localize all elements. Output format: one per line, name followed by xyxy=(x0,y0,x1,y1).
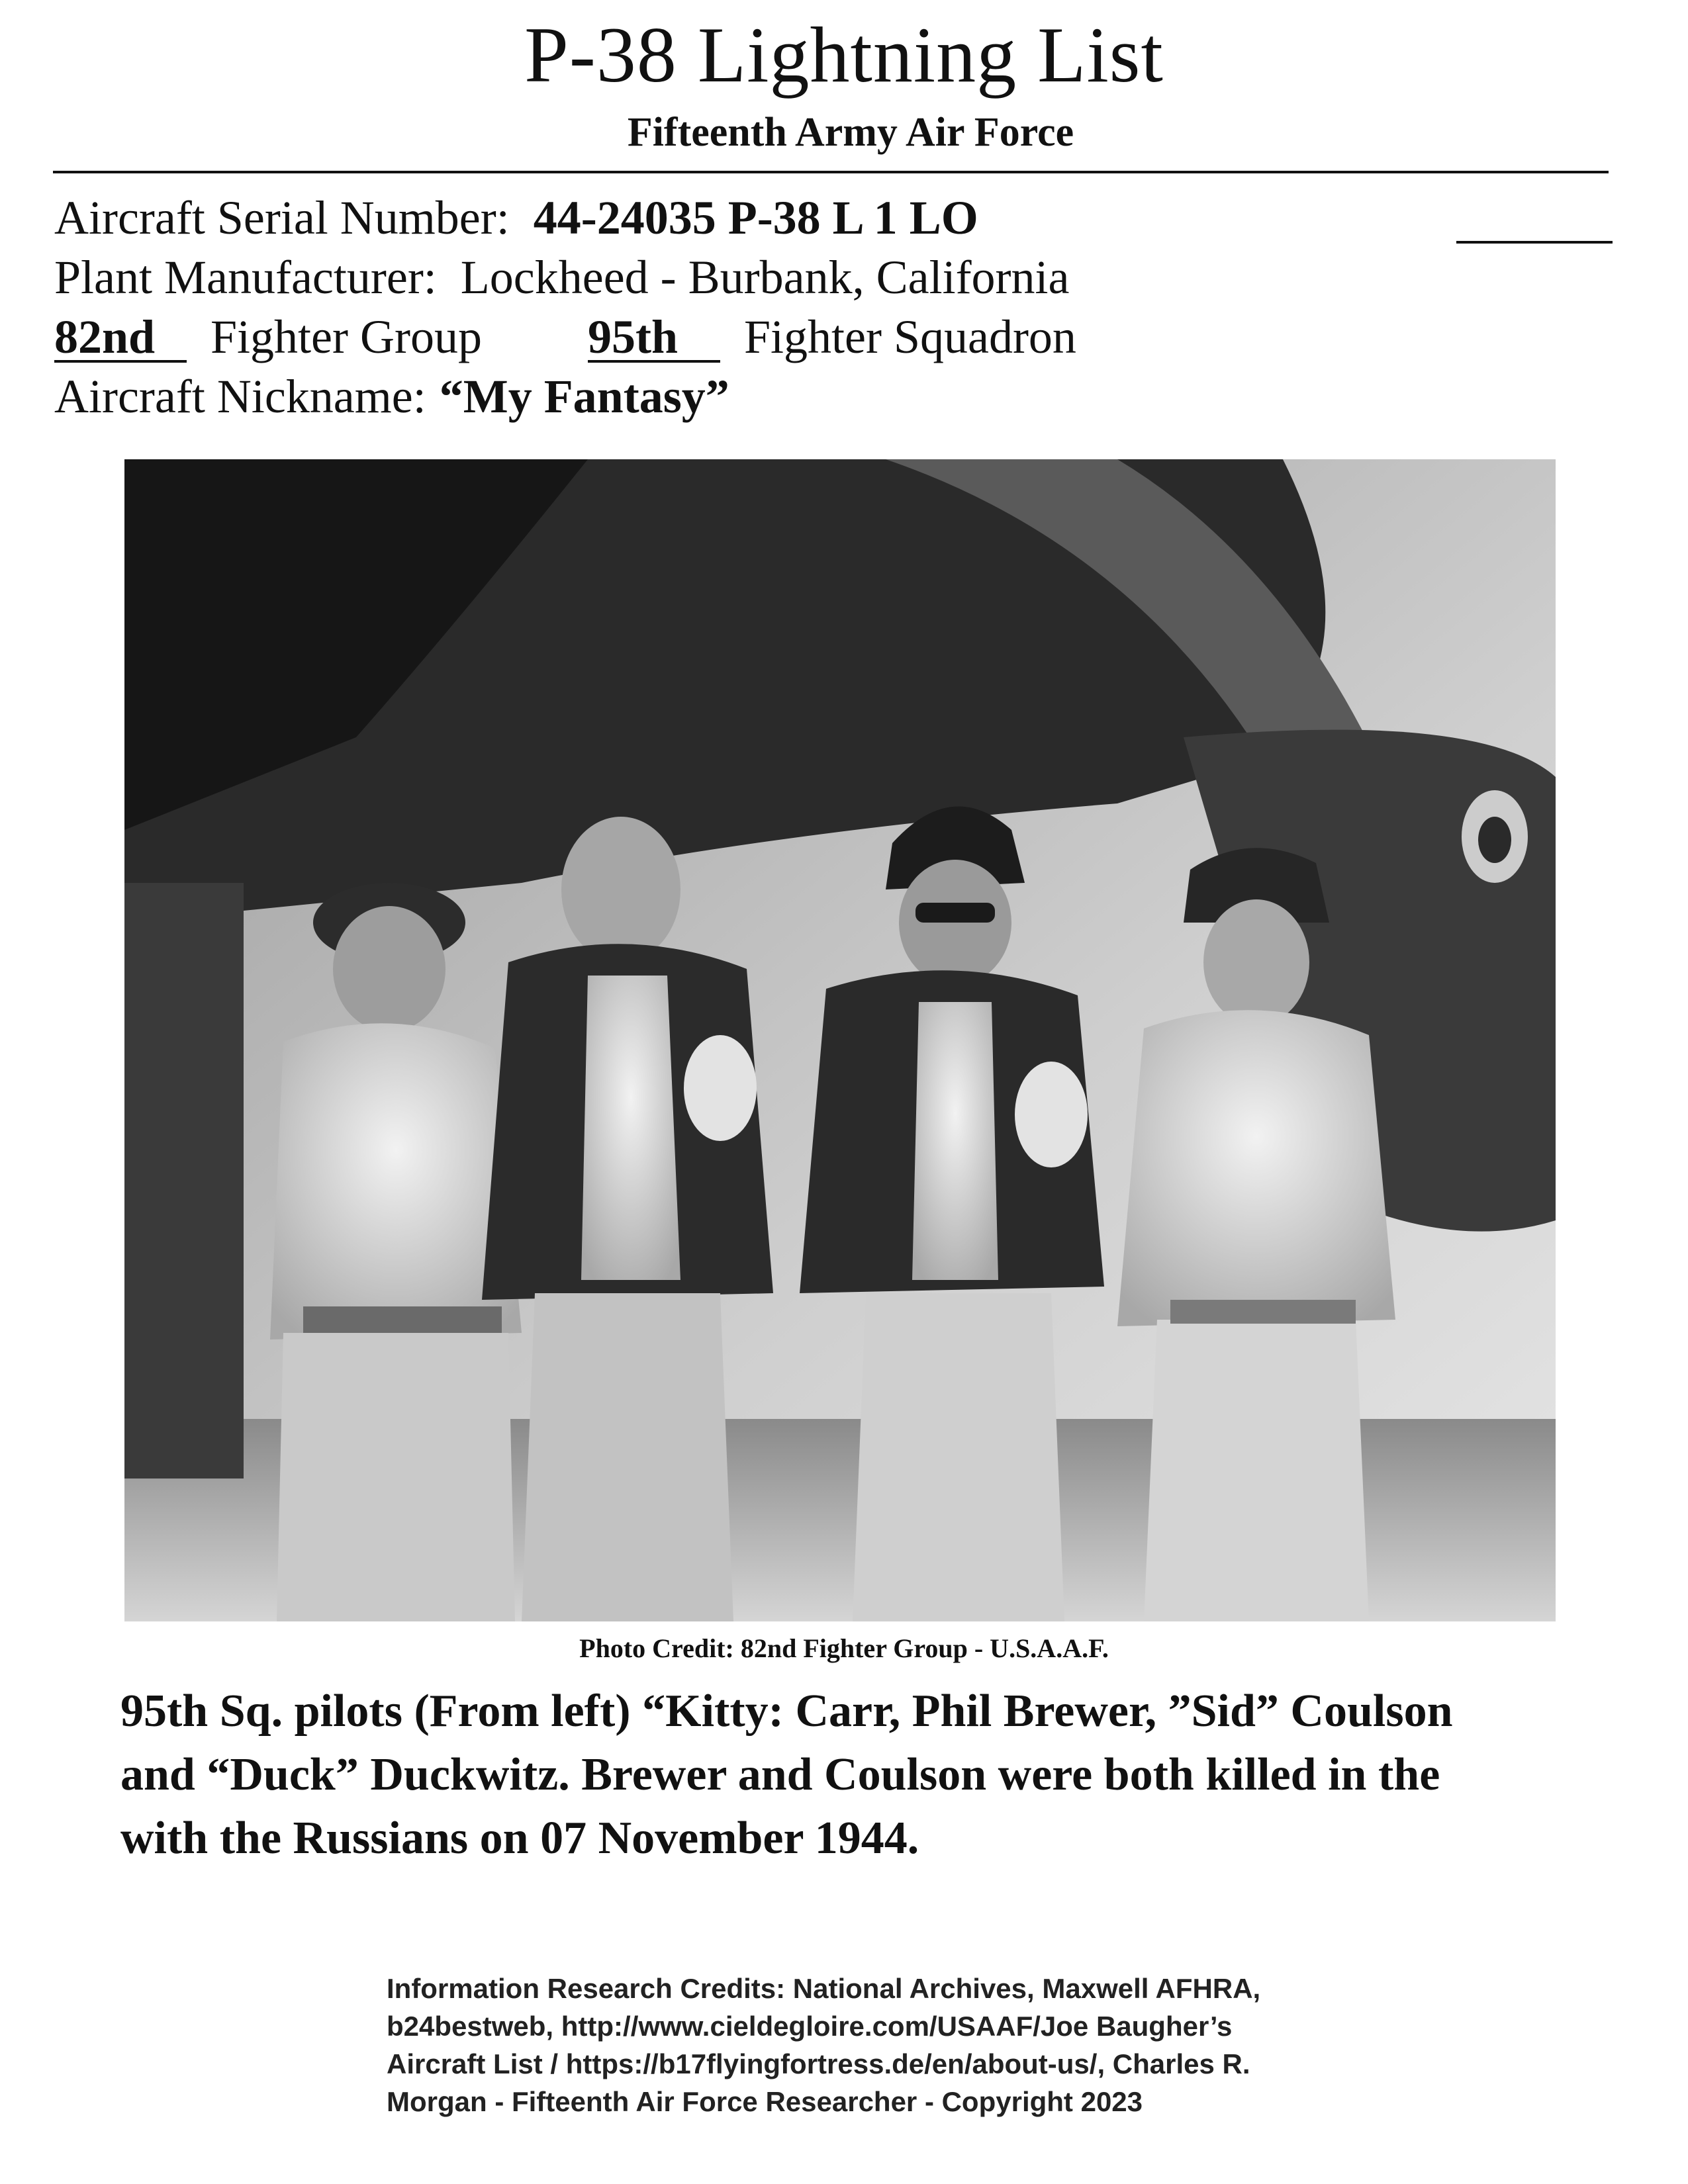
fighter-group-label: Fighter Group xyxy=(211,310,482,363)
fighter-squadron-label: Fighter Squadron xyxy=(743,310,1076,363)
plant-manufacturer-label: Plant Manufacturer: xyxy=(54,251,437,304)
fighter-squadron-number: 95th xyxy=(588,314,720,363)
nickname-value: “My Fantasy” xyxy=(439,370,729,423)
nickname-label: Aircraft Nickname: xyxy=(54,370,426,423)
credits-line: Morgan - Fifteenth Air Force Researcher - Copyright 2023 xyxy=(387,2086,1143,2117)
credits-line: b24bestweb, http://www.cieldegloire.com/USAAF/Joe Baugher’s xyxy=(387,2011,1233,2042)
caption-line: with the Russians on 07 November 1944. xyxy=(120,1813,919,1864)
serial-number-row xyxy=(54,188,978,248)
group-squadron-row xyxy=(54,307,1076,367)
page-title: P-38 Lightning List xyxy=(524,11,1164,99)
photo-caption xyxy=(120,1680,1617,1870)
photo-credit: Photo Credit: 82nd Fighter Group - U.S.A.A.F. xyxy=(579,1633,1109,1663)
blank-entry-line xyxy=(1456,241,1613,244)
caption-line: 95th Sq. pilots (From left) “Kitty: Carr, Phil Brewer, ”Sid” Coulson xyxy=(120,1686,1453,1737)
research-credits xyxy=(387,1970,1512,2120)
header-divider xyxy=(53,171,1609,173)
credits-line: Aircraft List / https://b17flyingfortress.de/en/about-us/, Charles R. xyxy=(387,2048,1250,2079)
plant-manufacturer-row xyxy=(54,248,1069,307)
serial-number-value: 44-24035 P-38 L 1 LO xyxy=(533,191,978,244)
fighter-group-number: 82nd xyxy=(54,314,187,363)
credits-line: Information Research Credits: National Archives, Maxwell AFHRA, xyxy=(387,1973,1261,2004)
pilots-photo xyxy=(124,459,1556,1621)
caption-line: and “Duck” Duckwitz. Brewer and Coulson were both killed in the xyxy=(120,1749,1440,1800)
page-subtitle: Fifteenth Army Air Force xyxy=(627,110,1074,155)
nickname-row xyxy=(54,367,729,426)
plant-manufacturer-value: Lockheed - Burbank, California xyxy=(460,251,1070,304)
serial-number-label: Aircraft Serial Number: xyxy=(54,191,510,244)
